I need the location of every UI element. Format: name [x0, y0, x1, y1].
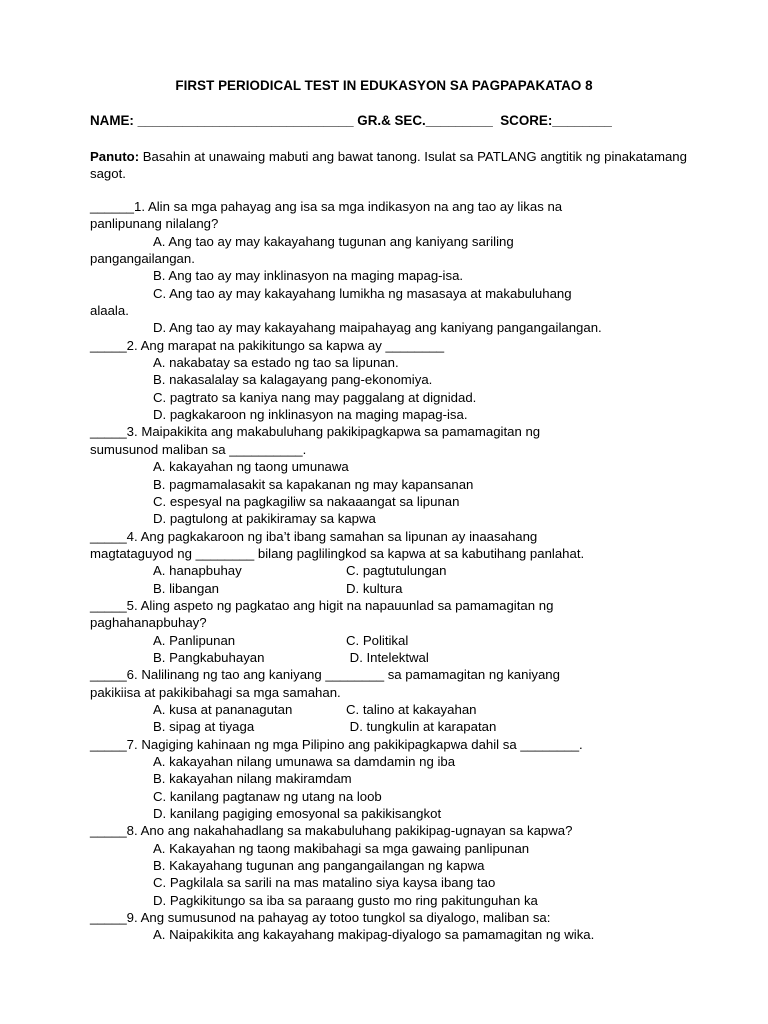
question-stem: magtataguyod ng ________ bilang paglilingkod sa kapwa at sa kabutihang panlahat. [90, 545, 585, 561]
instructions-label: Panuto: [90, 149, 140, 164]
question-stem: ______1. Alin sa mga pahayag ang isa sa mga indikasyon na ang tao ay likas na [90, 199, 563, 214]
answer-option: B. Kakayahang tugunan ang pangangailangan ng kapwa [153, 858, 485, 874]
answer-option-row [90, 649, 690, 666]
instructions [90, 148, 690, 182]
answer-option: A. kakayahan ng taong umunawa [153, 459, 349, 475]
question-item [90, 666, 690, 735]
name-grade-score-line: NAME: _____________________________ GR.& SEC._________ SCORE:________ [90, 113, 612, 128]
instructions-text: Basahin at unawaing mabuti ang bawat tanong. Isulat sa PATLANG angtitik ng pinakatamang sagot. [90, 149, 687, 182]
question-item [90, 528, 690, 597]
question-stem: pakikiisa at pakikibahagi sa mga samahan. [90, 684, 341, 700]
page-title: FIRST PERIODICAL TEST IN EDUKASYON SA PAGPAPAKATAO 8 [175, 78, 593, 93]
answer-option: B. libangan [153, 580, 219, 596]
answer-option-row [90, 701, 690, 718]
answer-option: A. kakayahan nilang umunawa sa damdamin ng iba [153, 754, 456, 769]
question-stem: _____5. Aling aspeto ng pagkatao ang higit na napauunlad sa pamamagitan ng [90, 597, 554, 613]
question-stem: panlipunang nilalang? [90, 216, 219, 232]
answer-option: C. espesyal na pagkagiliw sa nakaaangat sa lipunan [153, 493, 460, 509]
answer-option: C. Politikal [346, 632, 409, 648]
question-item [90, 337, 690, 424]
question-stem: _____6. Nalilinang ng tao ang kaniyang ________ sa pamamagitan ng kaniyang [90, 667, 560, 683]
answer-option: A. Ang tao ay may kakayahang tugunan ang kaniyang sariling [153, 233, 514, 249]
answer-option: D. Pagkikitungo sa iba sa paraang gusto mo ring pakitunguhan ka [153, 892, 538, 908]
answer-option: A. Naipakikita ang kakayahang makipag-diyalogo sa pamamagitan ng wika. [153, 927, 595, 943]
answer-option: A. kusa at pananagutan [153, 701, 293, 717]
answer-option: A. Panlipunan [153, 632, 236, 648]
answer-option-continuation: alaala. [90, 303, 129, 319]
question-stem: sumusunod maliban sa __________. [90, 441, 307, 457]
answer-option: C. pagtutulungan [346, 563, 447, 579]
question-item [90, 736, 690, 823]
answer-option: B. kakayahan nilang makiramdam [153, 771, 352, 787]
answer-option: C. Pagkilala sa sarili na mas matalino siya kaysa ibang tao [153, 875, 496, 891]
answer-option: D. kanilang pagiging emosyonal sa pakikisangkot [153, 806, 442, 822]
question-stem: _____9. Ang sumusunod na pahayag ay totoo tungkol sa diyalogo, maliban sa: [90, 910, 551, 926]
question-item [90, 822, 690, 909]
answer-option: D. Ang tao ay may kakayahang maipahayag ang kaniyang pangangailangan. [153, 320, 602, 336]
answer-option: B. nakasalalay sa kalagayang pang-ekonomiya. [153, 372, 433, 388]
question-stem: paghahanapbuhay? [90, 615, 207, 631]
question-list [90, 198, 690, 944]
answer-option-row [90, 718, 690, 735]
question-stem: _____2. Ang marapat na pakikitungo sa kapwa ay ________ [90, 337, 445, 353]
answer-option: A. hanapbuhay [153, 563, 242, 579]
question-stem: _____7. Nagiging kahinaan ng mga Pilipino ang pakikipagkapwa dahil sa ________. [90, 736, 583, 752]
answer-option: B. Ang tao ay may inklinasyon na maging mapag-isa. [153, 268, 464, 284]
answer-option: C. pagtrato sa kaniya nang may paggalang at dignidad. [153, 389, 477, 405]
question-item [90, 198, 690, 337]
answer-option: A. Kakayahan ng taong makibahagi sa mga gawaing panlipunan [153, 840, 530, 856]
answer-option-row [90, 632, 690, 649]
answer-option: B. pagmamalasakit sa kapakanan ng may kapansanan [153, 476, 474, 492]
answer-option-continuation: pangangailangan. [90, 251, 195, 267]
answer-option-row [90, 580, 690, 597]
answer-option: C. Ang tao ay may kakayahang lumikha ng masasaya at makabuluhang [153, 285, 572, 301]
question-stem: _____4. Ang pagkakaroon ng iba’t ibang samahan sa lipunan ay inaasahang [90, 528, 538, 544]
question-item [90, 597, 690, 666]
answer-option: B. Pangkabuhayan [153, 649, 265, 665]
answer-option: B. sipag at tiyaga [153, 719, 255, 735]
answer-option-row [90, 562, 690, 579]
answer-option: D. tungkulin at karapatan [346, 719, 497, 735]
question-item [90, 909, 690, 944]
answer-option: A. nakabatay sa estado ng tao sa lipunan. [153, 355, 399, 371]
answer-option: C. kanilang pagtanaw ng utang na loob [153, 788, 382, 804]
answer-option: D. Intelektwal [346, 649, 429, 665]
question-stem: _____3. Maipakikita ang makabuluhang pakikipagkapwa sa pamamagitan ng [90, 424, 541, 440]
question-stem: _____8. Ano ang nakahahadlang sa makabuluhang pakikipag-ugnayan sa kapwa? [90, 823, 573, 839]
answer-option: D. kultura [346, 580, 403, 596]
answer-option: D. pagkakaroon ng inklinasyon na maging mapag-isa. [153, 407, 468, 423]
question-item [90, 423, 690, 527]
answer-option: C. talino at kakayahan [346, 701, 477, 717]
answer-option: D. pagtulong at pakikiramay sa kapwa [153, 511, 376, 527]
